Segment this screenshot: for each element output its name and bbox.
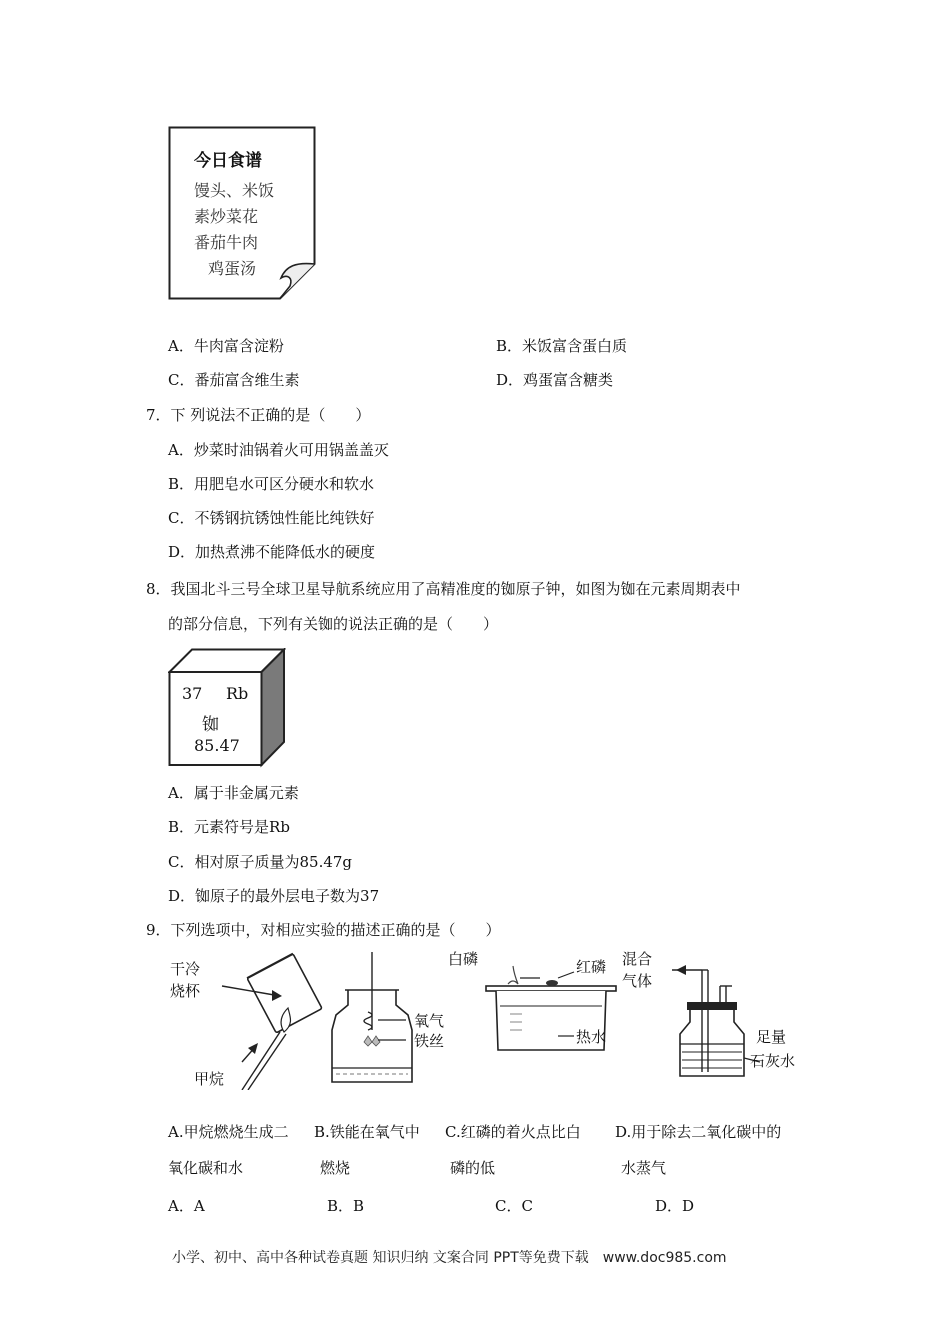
footer-link[interactable]: 小学、初中、高中各种试卷真题 知识归纳 文案合同 PPT等免费下载 www.doc985.com <box>172 1250 727 1266</box>
element-number: 37 <box>182 684 203 703</box>
label-methane: 甲烷 <box>194 1070 225 1088</box>
label-oxygen: 氧气 <box>414 1012 445 1030</box>
label-iron-wire: 铁丝 <box>414 1032 445 1050</box>
q8-option-b: B．元素符号是Rb <box>168 818 290 836</box>
q9-caption-d-1: D.用于除去二氧化碳中的 <box>615 1123 782 1141</box>
q6-option-d: D．鸡蛋富含糖类 <box>496 371 614 389</box>
q9-caption-a-2: 氧化碳和水 <box>168 1159 244 1177</box>
q8-stem-line1: 8．我国北斗三号全球卫星导航系统应用了高精准度的铷原子钟，如图为铷在元素周期表中 <box>146 580 741 598</box>
q6-option-b: B．米饭富含蛋白质 <box>496 337 628 355</box>
q8-option-a: A．属于非金属元素 <box>168 784 299 802</box>
menu-item: 馒头、米饭 <box>194 181 275 200</box>
element-symbol: Rb <box>226 684 249 703</box>
experiment-diagrams <box>160 950 810 1090</box>
q9-experiment-figures <box>160 950 810 1090</box>
element-mass: 85.47 <box>194 736 240 755</box>
q7-option-a: A．炒菜时油锅着火可用锅盖盖灭 <box>168 441 389 459</box>
q9-option-a: A．A <box>168 1197 205 1215</box>
menu-card-figure <box>168 126 320 300</box>
q6-option-a: A．牛肉富含淀粉 <box>168 337 284 355</box>
q8-option-c: C．相对原子质量为85.47g <box>168 853 353 871</box>
experiment-b-drawing <box>332 952 444 1082</box>
menu-item: 素炒菜花 <box>194 207 259 226</box>
q7-option-b: B．用肥皂水可区分硬水和软水 <box>168 475 375 493</box>
q9-caption-b-2: 燃烧 <box>320 1159 351 1177</box>
q8-stem-line2: 的部分信息，下列有关铷的说法正确的是（ ） <box>168 615 499 633</box>
label-red-phosphorus: 红磷 <box>576 958 607 976</box>
label-mixed-1: 混合 <box>622 950 653 968</box>
q6-option-c: C．番茄富含维生素 <box>168 371 300 389</box>
q9-caption-b-1: B.铁能在氧气中 <box>314 1123 420 1141</box>
menu-title: 今日食谱 <box>194 151 262 171</box>
q9-stem: 9．下列选项中，对相应实验的描述正确的是（ ） <box>146 921 501 939</box>
experiment-c-drawing <box>448 950 616 1050</box>
menu-item: 鸡蛋汤 <box>208 259 257 278</box>
q9-option-c: C．C <box>495 1197 533 1215</box>
element-cube-figure <box>168 648 286 768</box>
q7-stem: 7．下 列说法不正确的是（ ） <box>146 406 371 424</box>
label-dry-cold: 干冷 <box>170 960 201 978</box>
experiment-d-drawing <box>622 950 795 1076</box>
menu-item: 番茄牛肉 <box>194 233 259 252</box>
label-hot-water: 热水 <box>576 1028 607 1046</box>
element-name: 铷 <box>202 715 219 735</box>
label-lime-1: 足量 <box>756 1028 787 1046</box>
q7-option-d: D．加热煮沸不能降低水的硬度 <box>168 543 376 561</box>
q9-option-d: D．D <box>655 1197 695 1215</box>
q7-option-c: C．不锈钢抗锈蚀性能比纯铁好 <box>168 509 375 527</box>
q9-caption-c-2: 磷的低 <box>450 1159 496 1177</box>
q9-caption-d-2: 水蒸气 <box>621 1159 667 1177</box>
label-white-phosphorus: 白磷 <box>448 950 479 968</box>
q8-option-d: D．铷原子的最外层电子数为37 <box>168 887 380 905</box>
experiment-a-drawing <box>170 954 322 1090</box>
q9-caption-c-1: C.红磷的着火点比白 <box>445 1123 581 1141</box>
q9-caption-a-1: A.甲烷燃烧生成二 <box>168 1123 289 1141</box>
label-lime-2: 石灰水 <box>750 1052 796 1070</box>
label-beaker: 烧杯 <box>170 982 201 1000</box>
q9-option-b: B．B <box>327 1197 365 1215</box>
label-mixed-2: 气体 <box>622 972 653 990</box>
